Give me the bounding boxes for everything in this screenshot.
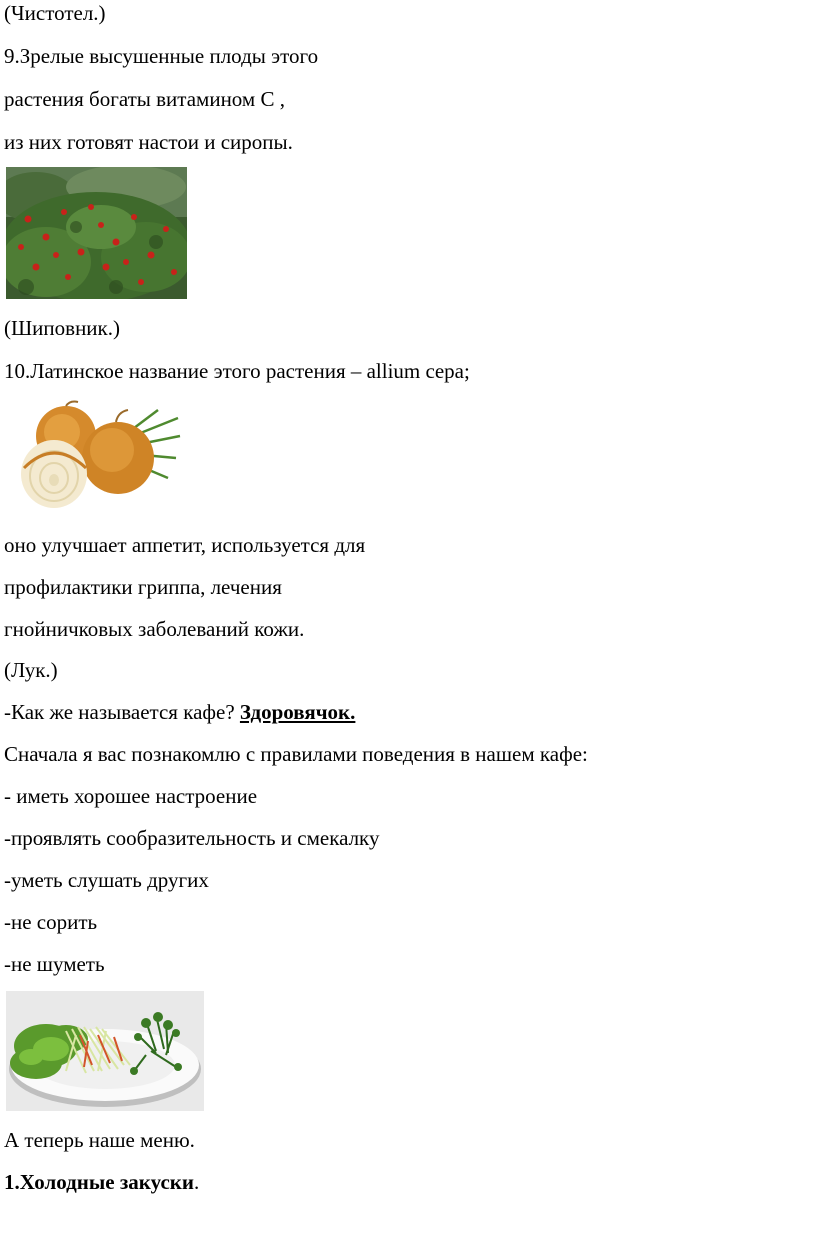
answer-9-text: (Шиповник.) <box>4 316 120 340</box>
menu-section-heading <box>4 1169 199 1195</box>
menu-section-suffix: . <box>193 1170 200 1194</box>
rules-intro: Сначала я вас познакомлю с правилами поведения в нашем кафе: <box>4 742 588 766</box>
question-9-line-3: из них готовят настои и сиропы. <box>4 130 293 154</box>
question-9-line-1: 9.Зрелые высушенные плоды этого <box>4 44 319 68</box>
rule-item: -не сорить <box>4 910 98 934</box>
onion-image <box>18 398 183 516</box>
cafe-name: Здоровячок. <box>239 700 356 724</box>
answer-10-text: (Лук.) <box>4 658 58 682</box>
question-9-line-2: растения богаты витамином С , <box>4 87 285 111</box>
cafe-question-text: -Как же называется кафе? <box>4 700 240 724</box>
question-10-line-4: гнойничковых заболеваний кожи. <box>4 617 305 641</box>
question-10-line-1: 10.Латинское название этого растения – allium cepa; <box>4 359 470 383</box>
menu-intro: А теперь наше меню. <box>4 1128 195 1152</box>
rule-item: -проявлять сообразительность и смекалку <box>4 826 380 850</box>
question-10-line-2: оно улучшает аппетит, используется для <box>4 533 366 557</box>
rosehip-bush-image <box>6 167 187 299</box>
menu-section-title: 1.Холодные закуски <box>4 1170 194 1194</box>
rule-item: -уметь слушать других <box>4 868 209 892</box>
answer-8-text: (Чистотел.) <box>4 1 106 25</box>
rule-item: -не шуметь <box>4 952 105 976</box>
cafe-question-line <box>4 699 355 725</box>
question-10-line-3: профилактики гриппа, лечения <box>4 575 282 599</box>
salad-plate-image <box>6 991 204 1111</box>
rule-item: - иметь хорошее настроение <box>4 784 258 808</box>
